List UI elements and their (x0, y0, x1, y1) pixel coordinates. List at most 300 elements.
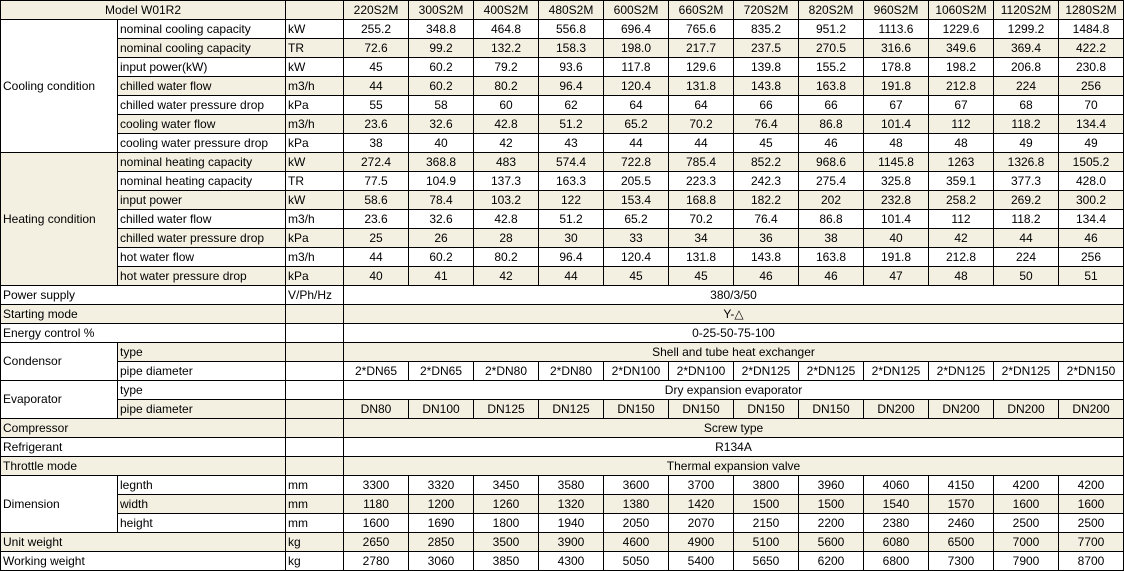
value-cell: 163.8 (799, 248, 864, 267)
value-cell: 51.2 (539, 210, 604, 229)
value-cell: 25 (344, 229, 409, 248)
value-cell: 51.2 (539, 115, 604, 134)
value-cell: 32.6 (409, 210, 474, 229)
value-cell: 96.4 (539, 248, 604, 267)
value-cell: 99.2 (409, 39, 474, 58)
value-cell: 256 (1059, 77, 1124, 96)
value-cell: 7000 (994, 533, 1059, 552)
value-cell: 96.4 (539, 77, 604, 96)
value-cell: 275.4 (799, 172, 864, 191)
table-row (1, 362, 1124, 381)
value-cell: 101.4 (864, 115, 929, 134)
value-cell: 232.8 (864, 191, 929, 210)
table-row (1, 438, 1124, 457)
value-cell: 258.2 (929, 191, 994, 210)
value-cell: 1420 (669, 495, 734, 514)
value-cell: 3700 (669, 476, 734, 495)
value-cell: 34 (669, 229, 734, 248)
param-label: nominal cooling capacity (118, 20, 286, 39)
value-cell: 120.4 (604, 248, 669, 267)
value-cell: 359.1 (929, 172, 994, 191)
value-cell: 42.8 (474, 210, 539, 229)
value-cell: 46 (799, 267, 864, 286)
value-cell: 1260 (474, 495, 539, 514)
value-cell: 44 (669, 134, 734, 153)
value-cell: 968.6 (799, 153, 864, 172)
value-cell: 3800 (734, 476, 799, 495)
value-cell: 23.6 (344, 210, 409, 229)
value-cell: 118.2 (994, 210, 1059, 229)
value-cell: 70 (1059, 96, 1124, 115)
value-cell: 765.6 (669, 20, 734, 39)
table-row (1, 495, 1124, 514)
header-row (1, 1, 1124, 20)
value-cell: 42 (474, 134, 539, 153)
value-cell: 1690 (409, 514, 474, 533)
value-cell: 2500 (1059, 514, 1124, 533)
value-cell: 47 (864, 267, 929, 286)
throttle-label: Throttle mode (1, 457, 286, 476)
model-header: 400S2M (474, 1, 539, 20)
unit-cell: m3/h (286, 248, 344, 267)
unit-cell: m3/h (286, 210, 344, 229)
value-cell: 206.8 (994, 58, 1059, 77)
value-cell: 42 (474, 267, 539, 286)
value-cell: 32.6 (409, 115, 474, 134)
value-cell: 60.2 (409, 77, 474, 96)
value-cell: 852.2 (734, 153, 799, 172)
value-cell: 3320 (409, 476, 474, 495)
value-cell: 64 (669, 96, 734, 115)
value-cell: DN80 (344, 400, 409, 419)
value-cell: 155.2 (799, 58, 864, 77)
table-row (1, 229, 1124, 248)
value-cell: DN100 (409, 400, 474, 419)
value-cell: 722.8 (604, 153, 669, 172)
value-cell: 785.4 (669, 153, 734, 172)
working_weight-label: Working weight (1, 552, 286, 571)
value-cell: 1320 (539, 495, 604, 514)
value-cell: DN200 (994, 400, 1059, 419)
unit-cell: kW (286, 191, 344, 210)
energy_control-label: Energy control % (1, 324, 286, 343)
value-cell: 80.2 (474, 248, 539, 267)
value-cell: 30 (539, 229, 604, 248)
value-cell: 1229.6 (929, 20, 994, 39)
param-label: pipe diameter (118, 362, 286, 381)
table-row (1, 20, 1124, 39)
table-row (1, 419, 1124, 438)
param-label: chilled water pressure drop (118, 229, 286, 248)
value-cell: 48 (864, 134, 929, 153)
value-cell: 55 (344, 96, 409, 115)
value-cell: 1145.8 (864, 153, 929, 172)
unit-cell (286, 362, 344, 381)
value-cell: 3450 (474, 476, 539, 495)
value-cell: 2*DN80 (474, 362, 539, 381)
value-cell: 129.6 (669, 58, 734, 77)
value-cell: 1263 (929, 153, 994, 172)
unit_weight-label: Unit weight (1, 533, 286, 552)
value-cell: 72.6 (344, 39, 409, 58)
value-cell: 483 (474, 153, 539, 172)
value-cell: 4300 (539, 552, 604, 571)
value-cell: 65.2 (604, 115, 669, 134)
table-row (1, 476, 1124, 495)
value-cell: 270.5 (799, 39, 864, 58)
value-cell: 1326.8 (994, 153, 1059, 172)
throttle-value: Thermal expansion valve (344, 457, 1124, 476)
value-cell: 272.4 (344, 153, 409, 172)
value-cell: 951.2 (799, 20, 864, 39)
value-cell: 103.2 (474, 191, 539, 210)
param-label: chilled water flow (118, 210, 286, 229)
value-cell: 93.6 (539, 58, 604, 77)
value-cell: 134.4 (1059, 210, 1124, 229)
value-cell: 5100 (734, 533, 799, 552)
value-cell: 40 (409, 134, 474, 153)
value-cell: 2070 (669, 514, 734, 533)
unit-cell: kg (286, 552, 344, 571)
param-label: height (118, 514, 286, 533)
value-cell: 428.0 (1059, 172, 1124, 191)
value-cell: 6200 (799, 552, 864, 571)
value-cell: 349.6 (929, 39, 994, 58)
value-cell: 153.4 (604, 191, 669, 210)
value-cell: 212.8 (929, 248, 994, 267)
table-row (1, 305, 1124, 324)
unit-cell: TR (286, 39, 344, 58)
value-cell: 46 (799, 134, 864, 153)
unit-cell: m3/h (286, 77, 344, 96)
value-cell: 44 (539, 267, 604, 286)
value-cell: 224 (994, 77, 1059, 96)
starting_mode-value: Y-△ (344, 305, 1124, 324)
value-cell: 198.2 (929, 58, 994, 77)
unit-cell: kW (286, 58, 344, 77)
value-cell: DN200 (864, 400, 929, 419)
value-cell: 76.4 (734, 210, 799, 229)
model-label: Model W01R2 (1, 1, 286, 20)
value-cell: 143.8 (734, 248, 799, 267)
value-cell: 163.8 (799, 77, 864, 96)
value-cell: 33 (604, 229, 669, 248)
value-cell: 5600 (799, 533, 864, 552)
value-cell: 131.8 (669, 77, 734, 96)
table-row (1, 58, 1124, 77)
value-cell: 112 (929, 210, 994, 229)
value-cell: 60.2 (409, 58, 474, 77)
power_supply-label: Power supply (1, 286, 286, 305)
value-cell: 42 (929, 229, 994, 248)
value-cell: 2*DN80 (539, 362, 604, 381)
value-cell: 4200 (994, 476, 1059, 495)
value-cell: 191.8 (864, 248, 929, 267)
value-cell: 48 (929, 134, 994, 153)
table-row (1, 210, 1124, 229)
value-cell: 5650 (734, 552, 799, 571)
evaporator-type-value: Dry expansion evaporator (344, 381, 1124, 400)
value-cell: 118.2 (994, 115, 1059, 134)
value-cell: 44 (344, 248, 409, 267)
value-cell: 70.2 (669, 115, 734, 134)
value-cell: 1600 (1059, 495, 1124, 514)
dimension-label: Dimension (1, 476, 118, 533)
value-cell: 1600 (994, 495, 1059, 514)
value-cell: 6800 (864, 552, 929, 571)
value-cell: 217.7 (669, 39, 734, 58)
value-cell: 3580 (539, 476, 604, 495)
value-cell: 79.2 (474, 58, 539, 77)
value-cell: 42.8 (474, 115, 539, 134)
value-cell: 44 (994, 229, 1059, 248)
param-label: nominal heating capacity (118, 153, 286, 172)
value-cell: 117.8 (604, 58, 669, 77)
evaporator-label: Evaporator (1, 381, 118, 419)
value-cell: 1200 (409, 495, 474, 514)
unit-cell: kg (286, 533, 344, 552)
value-cell: 2*DN100 (604, 362, 669, 381)
value-cell: 78.4 (409, 191, 474, 210)
value-cell: 68 (994, 96, 1059, 115)
param-label: input power(kW) (118, 58, 286, 77)
value-cell: DN150 (604, 400, 669, 419)
value-cell: 45 (344, 58, 409, 77)
model-header: 1120S2M (994, 1, 1059, 20)
value-cell: 80.2 (474, 77, 539, 96)
value-cell: 163.3 (539, 172, 604, 191)
value-cell: 45 (604, 267, 669, 286)
unit-cell: kPa (286, 134, 344, 153)
unit-cell (286, 305, 344, 324)
value-cell: 60 (474, 96, 539, 115)
table-row (1, 343, 1124, 362)
unit-cell: V/Ph/Hz (286, 286, 344, 305)
value-cell: 7300 (929, 552, 994, 571)
param-label: legnth (118, 476, 286, 495)
value-cell: DN150 (669, 400, 734, 419)
value-cell: 2850 (409, 533, 474, 552)
model-header: 600S2M (604, 1, 669, 20)
value-cell: 36 (734, 229, 799, 248)
unit-cell: TR (286, 172, 344, 191)
table-row (1, 533, 1124, 552)
param-label: chilled water pressure drop (118, 96, 286, 115)
value-cell: 2*DN150 (1059, 362, 1124, 381)
value-cell: 139.8 (734, 58, 799, 77)
table-row (1, 96, 1124, 115)
table-row (1, 324, 1124, 343)
value-cell: 191.8 (864, 77, 929, 96)
value-cell: 348.8 (409, 20, 474, 39)
refrigerant-label: Refrigerant (1, 438, 286, 457)
condensor-label: Condensor (1, 343, 118, 381)
value-cell: 316.6 (864, 39, 929, 58)
value-cell: 2200 (799, 514, 864, 533)
cooling-group-label: Cooling condition (1, 20, 118, 153)
value-cell: 242.3 (734, 172, 799, 191)
value-cell: 120.4 (604, 77, 669, 96)
value-cell: 2*DN125 (734, 362, 799, 381)
value-cell: DN125 (539, 400, 604, 419)
table-row (1, 552, 1124, 571)
table-row (1, 115, 1124, 134)
value-cell: 224 (994, 248, 1059, 267)
value-cell: 5050 (604, 552, 669, 571)
unit-cell: kPa (286, 96, 344, 115)
value-cell: 5400 (669, 552, 734, 571)
unit-cell: mm (286, 514, 344, 533)
value-cell: 2460 (929, 514, 994, 533)
value-cell: 26 (409, 229, 474, 248)
value-cell: 41 (409, 267, 474, 286)
value-cell: 556.8 (539, 20, 604, 39)
param-label: hot water pressure drop (118, 267, 286, 286)
value-cell: 112 (929, 115, 994, 134)
value-cell: 131.8 (669, 248, 734, 267)
param-label: nominal heating capacity (118, 172, 286, 191)
value-cell: 1570 (929, 495, 994, 514)
value-cell: 43 (539, 134, 604, 153)
value-cell: 230.8 (1059, 58, 1124, 77)
value-cell: 237.5 (734, 39, 799, 58)
unit-cell (286, 324, 344, 343)
value-cell: 44 (604, 134, 669, 153)
value-cell: 66 (734, 96, 799, 115)
table-row (1, 400, 1124, 419)
value-cell: 1484.8 (1059, 20, 1124, 39)
unit-header (286, 1, 344, 20)
unit-cell: kPa (286, 267, 344, 286)
unit-cell: m3/h (286, 115, 344, 134)
value-cell: 422.2 (1059, 39, 1124, 58)
value-cell: 158.3 (539, 39, 604, 58)
value-cell: 65.2 (604, 210, 669, 229)
table-row (1, 248, 1124, 267)
model-header: 220S2M (344, 1, 409, 20)
value-cell: 7900 (994, 552, 1059, 571)
model-header: 480S2M (539, 1, 604, 20)
value-cell: 45 (734, 134, 799, 153)
value-cell: 38 (344, 134, 409, 153)
value-cell: 1800 (474, 514, 539, 533)
model-header: 720S2M (734, 1, 799, 20)
value-cell: 3850 (474, 552, 539, 571)
value-cell: 202 (799, 191, 864, 210)
value-cell: 86.8 (799, 115, 864, 134)
table-row (1, 267, 1124, 286)
value-cell: 4060 (864, 476, 929, 495)
power_supply-value: 380/3/50 (344, 286, 1124, 305)
value-cell: 23.6 (344, 115, 409, 134)
value-cell: 2*DN125 (994, 362, 1059, 381)
value-cell: 1380 (604, 495, 669, 514)
model-header: 300S2M (409, 1, 474, 20)
value-cell: 2500 (994, 514, 1059, 533)
value-cell: 2*DN125 (929, 362, 994, 381)
value-cell: 137.3 (474, 172, 539, 191)
value-cell: 8700 (1059, 552, 1124, 571)
table-row (1, 172, 1124, 191)
value-cell: 256 (1059, 248, 1124, 267)
value-cell: 4150 (929, 476, 994, 495)
param-label: nominal cooling capacity (118, 39, 286, 58)
value-cell: 1600 (344, 514, 409, 533)
value-cell: 104.9 (409, 172, 474, 191)
value-cell: 255.2 (344, 20, 409, 39)
value-cell: 1113.6 (864, 20, 929, 39)
param-label: input power (118, 191, 286, 210)
table-row (1, 153, 1124, 172)
value-cell: 2050 (604, 514, 669, 533)
value-cell: 2780 (344, 552, 409, 571)
table-row (1, 286, 1124, 305)
value-cell: 2*DN65 (344, 362, 409, 381)
model-header: 1280S2M (1059, 1, 1124, 20)
value-cell: 6080 (864, 533, 929, 552)
param-label: cooling water pressure drop (118, 134, 286, 153)
model-header: 660S2M (669, 1, 734, 20)
model-header: 1060S2M (929, 1, 994, 20)
value-cell: 205.5 (604, 172, 669, 191)
unit-cell: kW (286, 153, 344, 172)
value-cell: 2*DN125 (799, 362, 864, 381)
value-cell: 377.3 (994, 172, 1059, 191)
value-cell: 86.8 (799, 210, 864, 229)
value-cell: 58 (409, 96, 474, 115)
value-cell: 325.8 (864, 172, 929, 191)
value-cell: 835.2 (734, 20, 799, 39)
value-cell: 3500 (474, 533, 539, 552)
compressor-value: Screw type (344, 419, 1124, 438)
value-cell: 223.3 (669, 172, 734, 191)
table-row (1, 514, 1124, 533)
value-cell: 77.5 (344, 172, 409, 191)
value-cell: 574.4 (539, 153, 604, 172)
value-cell: 168.8 (669, 191, 734, 210)
value-cell: 28 (474, 229, 539, 248)
value-cell: 70.2 (669, 210, 734, 229)
value-cell: 38 (799, 229, 864, 248)
value-cell: 64 (604, 96, 669, 115)
value-cell: 122 (539, 191, 604, 210)
table-row (1, 134, 1124, 153)
unit-cell (286, 438, 344, 457)
value-cell: 178.8 (864, 58, 929, 77)
value-cell: 2*DN125 (864, 362, 929, 381)
starting_mode-label: Starting mode (1, 305, 286, 324)
value-cell: 1500 (799, 495, 864, 514)
unit-cell (286, 343, 344, 362)
value-cell: 3060 (409, 552, 474, 571)
param-label: type (118, 343, 286, 362)
value-cell: 58.6 (344, 191, 409, 210)
value-cell: 300.2 (1059, 191, 1124, 210)
value-cell: 62 (539, 96, 604, 115)
value-cell: 696.4 (604, 20, 669, 39)
unit-cell: mm (286, 495, 344, 514)
value-cell: 1940 (539, 514, 604, 533)
param-label: pipe diameter (118, 400, 286, 419)
condensor-type-value: Shell and tube heat exchanger (344, 343, 1124, 362)
value-cell: 49 (1059, 134, 1124, 153)
model-header: 820S2M (799, 1, 864, 20)
value-cell: 2*DN65 (409, 362, 474, 381)
value-cell: 1505.2 (1059, 153, 1124, 172)
value-cell: 51 (1059, 267, 1124, 286)
value-cell: 48 (929, 267, 994, 286)
value-cell: 182.2 (734, 191, 799, 210)
